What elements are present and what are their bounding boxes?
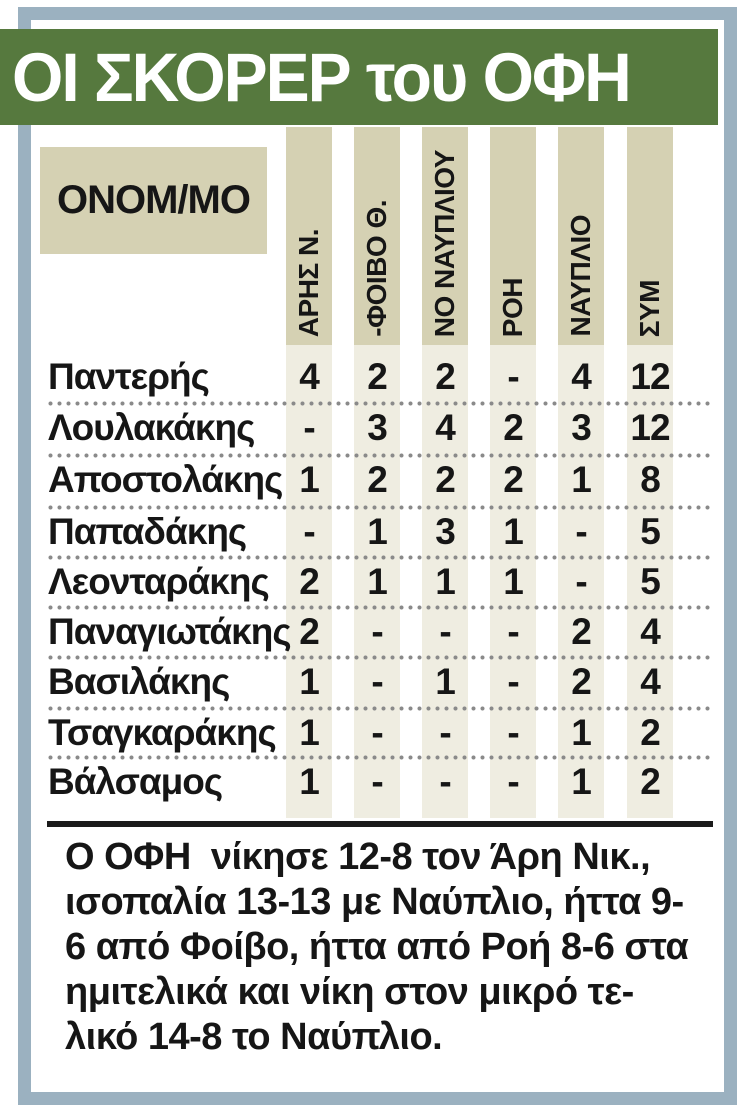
score-cell: - [371, 712, 383, 753]
row-separator [48, 755, 712, 760]
column-header-label: ΑΡΗΣ Ν. [293, 228, 324, 337]
table-row [0, 657, 750, 707]
score-cell: 4 [435, 407, 455, 448]
player-name: Παπαδάκης [48, 511, 247, 552]
score-cell: 1 [435, 561, 455, 602]
player-name: Λεονταράκης [48, 561, 269, 602]
row-separator [48, 505, 712, 510]
score-cell: 3 [367, 407, 387, 448]
score-cell: 2 [367, 459, 387, 500]
score-cell: - [439, 611, 451, 652]
score-cell: 2 [640, 761, 660, 802]
table-row [0, 352, 750, 402]
score-cell: 2 [435, 459, 455, 500]
column-strip-nafplio [558, 127, 604, 345]
summary-line: ημιτελικά και νίκη στον μικρό τε- [65, 971, 634, 1013]
score-cell: 4 [640, 611, 660, 652]
player-name: Παντερής [48, 356, 209, 397]
summary-line: λικό 14-8 το Ναύπλιο. [65, 1016, 443, 1058]
score-cell: 3 [571, 407, 591, 448]
player-name: Αποστολάκης [48, 459, 283, 500]
player-name: Βασιλάκης [48, 661, 230, 702]
score-cell: - [575, 511, 587, 552]
column-strip-foivos [354, 127, 400, 345]
row-separator [48, 655, 712, 660]
column-header-label: ΡΟΗ [497, 277, 528, 337]
name-column-header [40, 147, 267, 254]
row-separator [48, 555, 712, 560]
score-cell: 1 [299, 712, 319, 753]
score-cell: - [507, 356, 519, 397]
score-cell: - [507, 661, 519, 702]
column-strip-total [627, 127, 673, 345]
score-cell: - [371, 761, 383, 802]
score-cell: 1 [367, 561, 387, 602]
score-cell: 1 [299, 661, 319, 702]
row-separator [48, 453, 712, 458]
summary-line: ισοπαλία 13-13 με Ναύπλιο, ήττα 9- [65, 881, 684, 923]
score-cell: 2 [299, 611, 319, 652]
score-cell: 5 [640, 511, 660, 552]
score-cell: 3 [435, 511, 455, 552]
table-row [0, 403, 750, 453]
score-cell: - [575, 561, 587, 602]
score-cell: - [507, 761, 519, 802]
summary-line: Ο ΟΦΗ νίκησε 12-8 τον Άρη Νικ., [65, 836, 651, 878]
score-cell: 1 [299, 459, 319, 500]
player-name: Τσαγκαράκης [48, 712, 276, 753]
score-cell: 12 [630, 356, 670, 397]
table-row [0, 507, 750, 557]
score-cell: - [371, 611, 383, 652]
summary-text [65, 835, 715, 1060]
player-name: Βάλσαμος [48, 761, 223, 802]
column-header-label: -ΦΟΙΒΟ Θ. [361, 200, 392, 337]
score-cell: - [303, 407, 315, 448]
score-cell: - [439, 761, 451, 802]
summary-line: 6 από Φοίβο, ήττα από Ροή 8-6 στα [65, 926, 689, 968]
score-cell: 1 [503, 511, 523, 552]
row-separator [48, 401, 712, 406]
score-cell: 2 [299, 561, 319, 602]
score-cell: 2 [640, 712, 660, 753]
score-cell: 1 [571, 459, 591, 500]
table-row [0, 607, 750, 657]
score-cell: 5 [640, 561, 660, 602]
score-cell: 1 [571, 761, 591, 802]
summary-divider [47, 821, 713, 827]
page-title: ΟΙ ΣΚΟΡΕΡ του ΟΦΗ [12, 38, 630, 116]
score-cell: 12 [630, 407, 670, 448]
column-header-label: ΝΟ ΝΑΥΠΛΙΟΥ [429, 149, 460, 337]
row-separator [48, 706, 712, 711]
column-header-label: ΣΥΜ [634, 279, 665, 337]
score-cell: 1 [367, 511, 387, 552]
name-column-header-label: ΟΝΟΜ/ΜΟ [57, 178, 250, 222]
table-row [0, 708, 750, 758]
table-row [0, 557, 750, 607]
score-cell: 4 [571, 356, 591, 397]
score-cell: 4 [640, 661, 660, 702]
score-cell: 2 [503, 459, 523, 500]
score-cell: 2 [367, 356, 387, 397]
row-separator [48, 605, 712, 610]
score-cell: 1 [299, 761, 319, 802]
score-cell: 2 [571, 611, 591, 652]
score-cell: 4 [299, 356, 319, 397]
score-cell: - [507, 611, 519, 652]
table-row [0, 757, 750, 807]
column-strip-aris [286, 127, 332, 345]
score-cell: - [439, 712, 451, 753]
score-cell: 1 [435, 661, 455, 702]
title-bar [0, 29, 718, 125]
column-strip-roi [490, 127, 536, 345]
column-header-label: ΝΑΥΠΛΙΟ [565, 215, 596, 337]
score-cell: 2 [571, 661, 591, 702]
score-cell: 1 [571, 712, 591, 753]
score-cell: 1 [503, 561, 523, 602]
player-name: Παναγιωτάκης [48, 611, 291, 652]
score-cell: 8 [640, 459, 660, 500]
score-cell: - [303, 511, 315, 552]
score-cell: - [371, 661, 383, 702]
column-strip-no-nafpliou [422, 127, 468, 345]
score-cell: - [507, 712, 519, 753]
table-row [0, 455, 750, 505]
score-cell: 2 [503, 407, 523, 448]
score-cell: 2 [435, 356, 455, 397]
player-name: Λουλακάκης [48, 407, 255, 448]
